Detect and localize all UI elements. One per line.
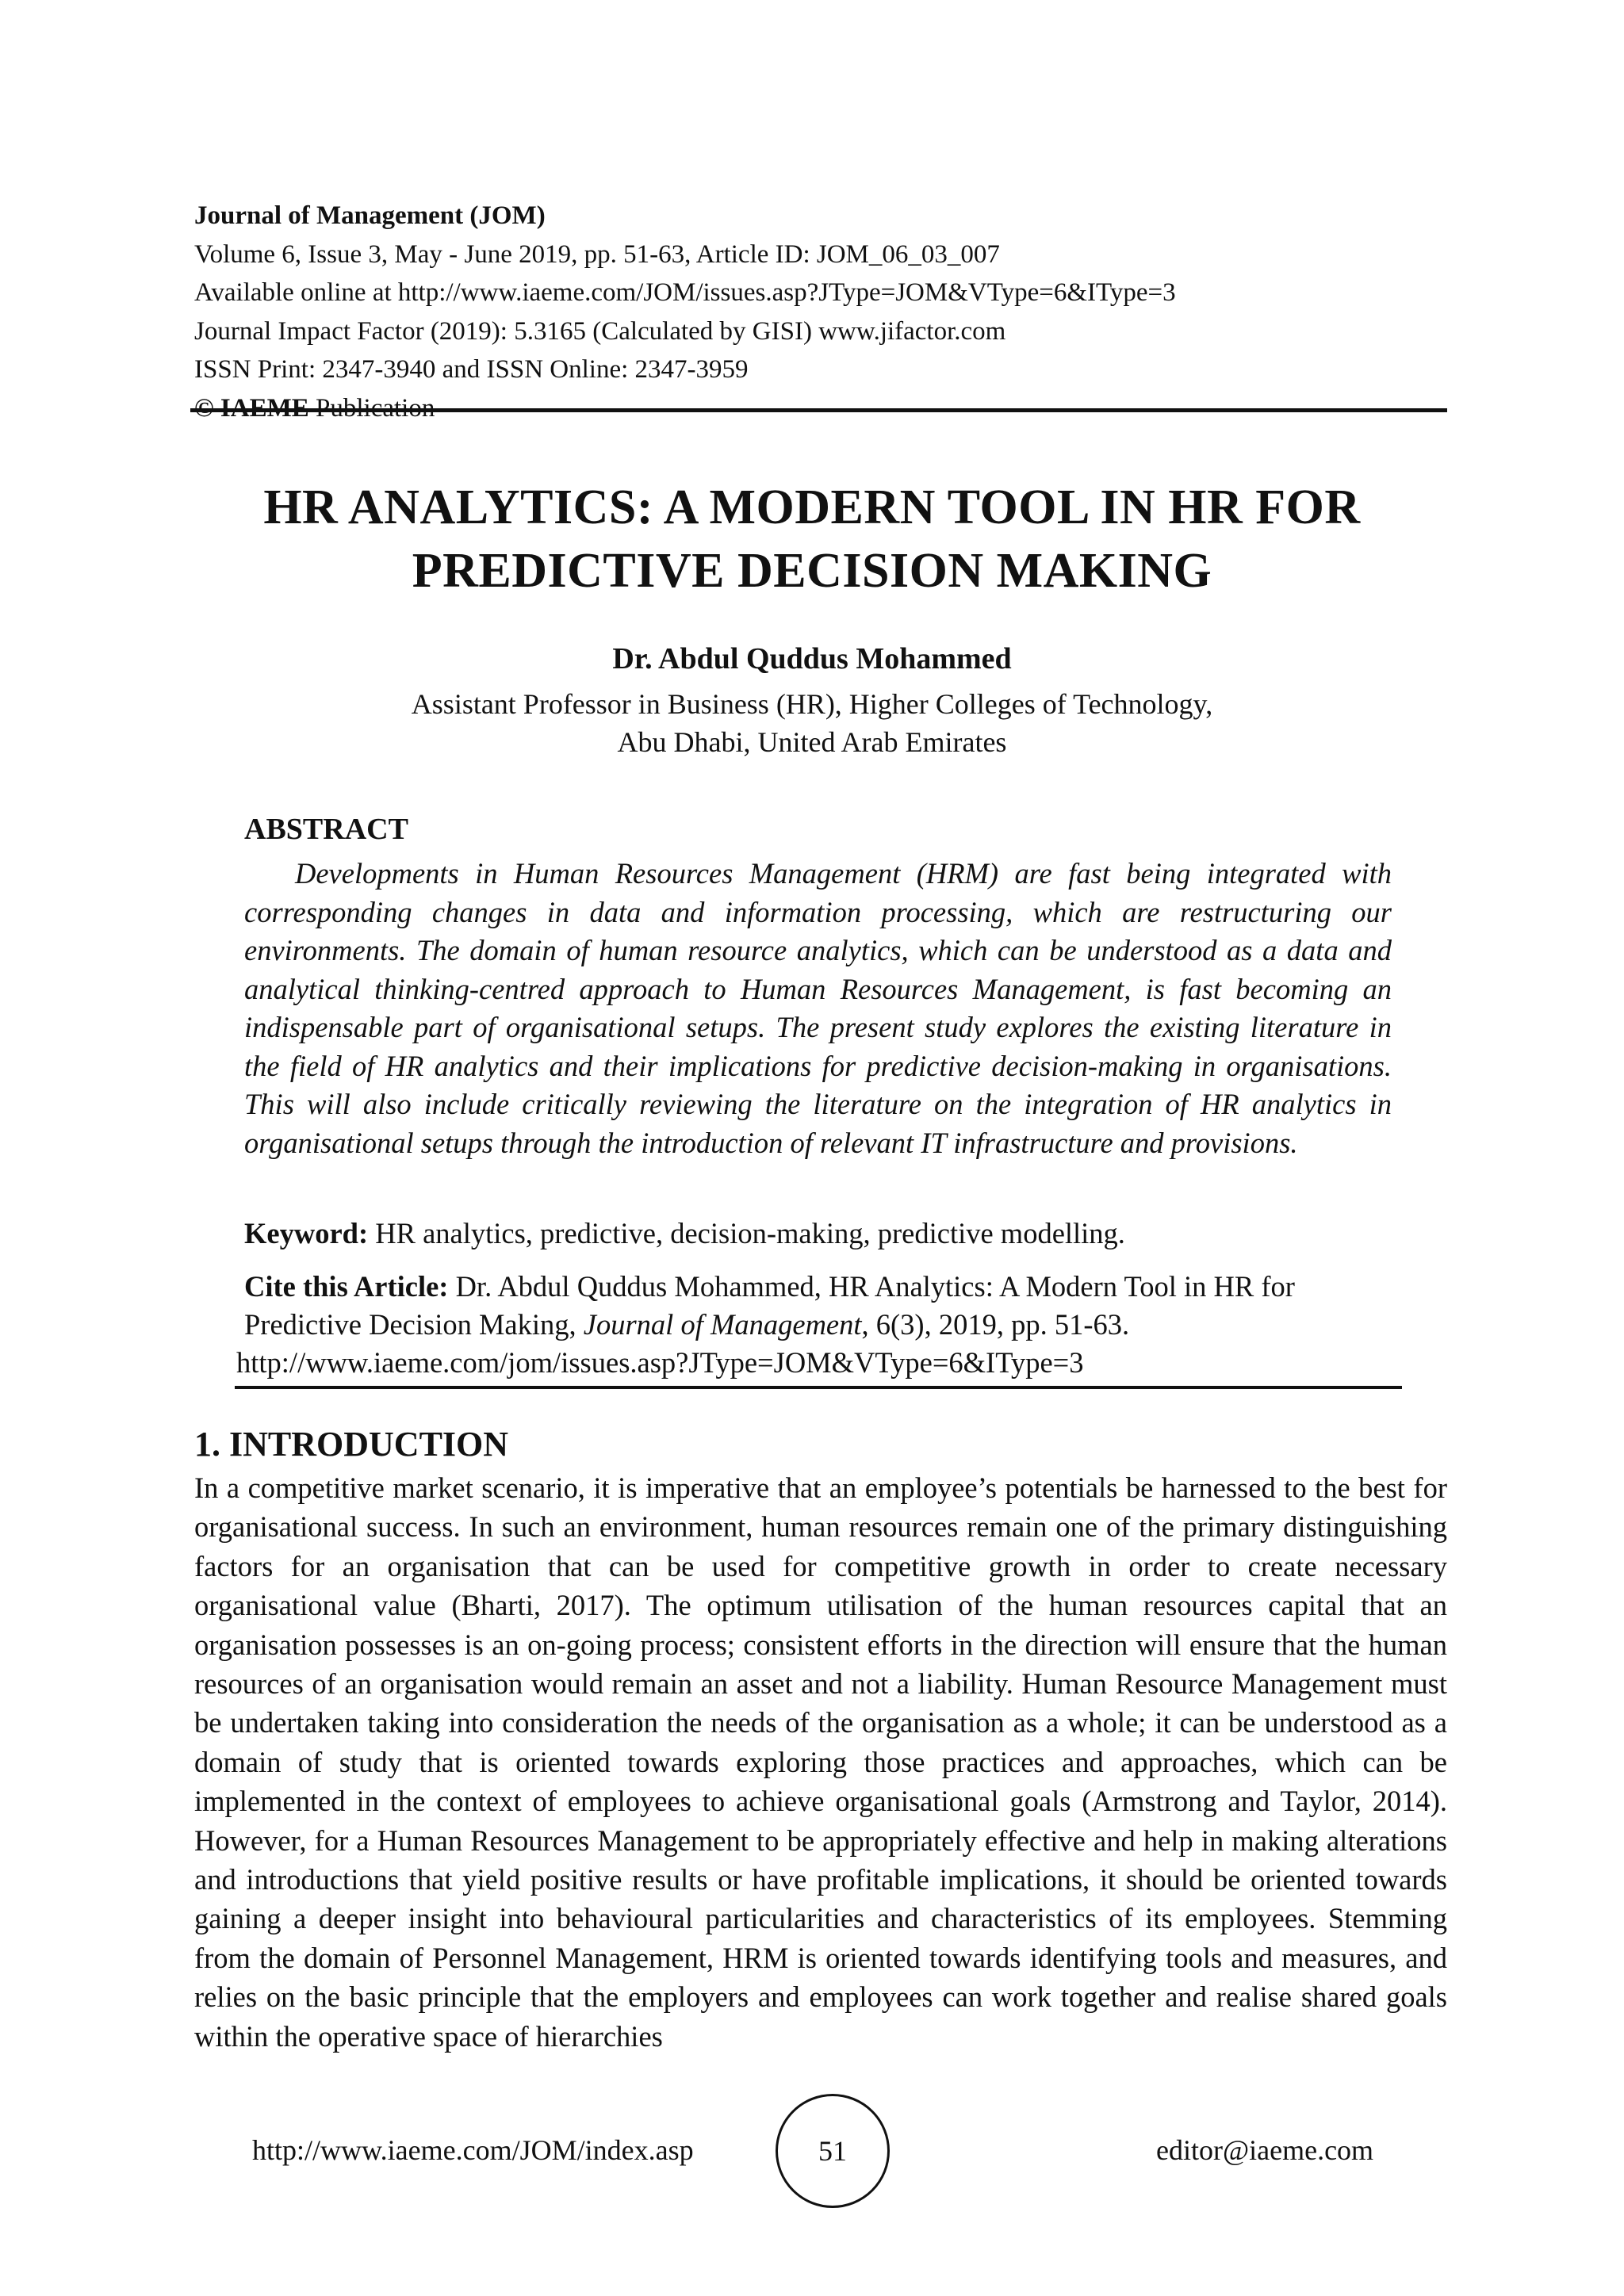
introduction-text: In a competitive market scenario, it is imperative that an employee’s potentials be harnessed to the best for organisational success. In such an environment, human resources remain one of the primary distinguishing factors for an organisation that can be used for competitive growth in order to create necessary organisational value (Bharti, 2017). The optimum utilisation of the human resources capital that an organisation possesses is an on-going process; consistent efforts in the direction will ensure that the human resources of an organisation would remain an asset and not a liability. Human Resource Management must be undertaken taking into consideration the needs of the organisation as a whole; it can be understood as a domain of study that is oriented towards exploring those practices and approaches, which can be implemented in the context of employees to achieve organisational goals (Armstrong and Taylor, 2014). However, for a Human Resources Management to be appropriately effective and help in making alterations and introductions that yield positive results or have profitable implications, it should be oriented towards gaining a deeper insight into behavioural particularities and characteristics of its employees. Stemming from the domain of Personnel Management, HRM is oriented towards identifying tools and measures, and relies on the basic principle that the employers and employees can work together and realise shared goals within the operative space of hierarchies: [194, 1471, 1447, 2053]
footer-email-link[interactable]: editor@iaeme.com: [1156, 2134, 1374, 2166]
affiliation-line-1: Assistant Professor in Business (HR), Higher Colleges of Technology,: [411, 688, 1213, 720]
abstract-text: Developments in Human Resources Management (HRM) are fast being integrated with corresponding changes in data and information processing, which are restructuring our environments. The domain of human resource analytics, which can be understood as a data and analytical thinking-centred approach to Human Resources Management, is fast becoming an indispensable part of organisational setups. The present study explores the existing literature in the field of HR analytics and their implications for predictive decision-making in organisations. This will also include critically reviewing the literature on the integration of HR analytics in organisational setups through the introduction of relevant IT infrastructure and provisions.: [244, 857, 1392, 1159]
cite-url-link[interactable]: http://www.iaeme.com/jom/issues.asp?JType=JOM&VType=6&IType=3: [236, 1346, 1084, 1379]
paper-author: Dr. Abdul Quddus Mohammed: [612, 642, 1012, 675]
journal-title: Journal of Management (JOM): [194, 201, 546, 230]
journal-online-link[interactable]: Available online at http://www.iaeme.com/JOM/issues.asp?JType=JOM&VType=6&IType=3: [194, 278, 1176, 307]
keyword-label: Keyword:: [244, 1217, 369, 1249]
journal-issn: ISSN Print: 2347-3940 and ISSN Online: 2347-3959: [194, 355, 749, 384]
cite-details: , 6(3), 2019, pp. 51-63.: [861, 1308, 1130, 1341]
abstract-heading: ABSTRACT: [244, 813, 408, 846]
page-number: 51: [818, 2135, 847, 2167]
keywords: [244, 1215, 1402, 1253]
page-number-badge: [776, 2094, 890, 2208]
paper-title: [127, 476, 1497, 603]
cite-text: Dr. Abdul Quddus Mohammed, HR Analytics: A Modern Tool in HR for Predictive Decision Making,: [244, 1270, 1295, 1341]
journal-volume: Volume 6, Issue 3, May - June 2019, pp. 51-63, Article ID: JOM_06_03_007: [194, 239, 1000, 269]
header-divider: [190, 408, 1447, 412]
author-affiliation: [127, 685, 1497, 761]
keyword-text: HR analytics, predictive, decision-making, predictive modelling.: [375, 1217, 1125, 1249]
journal-header: [194, 197, 1447, 427]
citation-divider: [235, 1386, 1402, 1389]
cite-label: Cite this Article:: [244, 1270, 449, 1303]
paper-title-line-1: HR ANALYTICS: A MODERN TOOL IN HR FOR: [263, 480, 1361, 534]
affiliation-line-2: Abu Dhabi, United Arab Emirates: [617, 726, 1007, 758]
cite-journal: Journal of Management: [583, 1308, 862, 1341]
journal-impact-factor: Journal Impact Factor (2019): 5.3165 (Calculated by GISI) www.jifactor.com: [194, 316, 1006, 346]
introduction-heading: 1. INTRODUCTION: [194, 1425, 509, 1464]
footer-url-link[interactable]: http://www.iaeme.com/JOM/index.asp: [252, 2134, 694, 2166]
citation: [236, 1268, 1402, 1382]
paper-title-line-2: PREDICTIVE DECISION MAKING: [412, 544, 1212, 598]
